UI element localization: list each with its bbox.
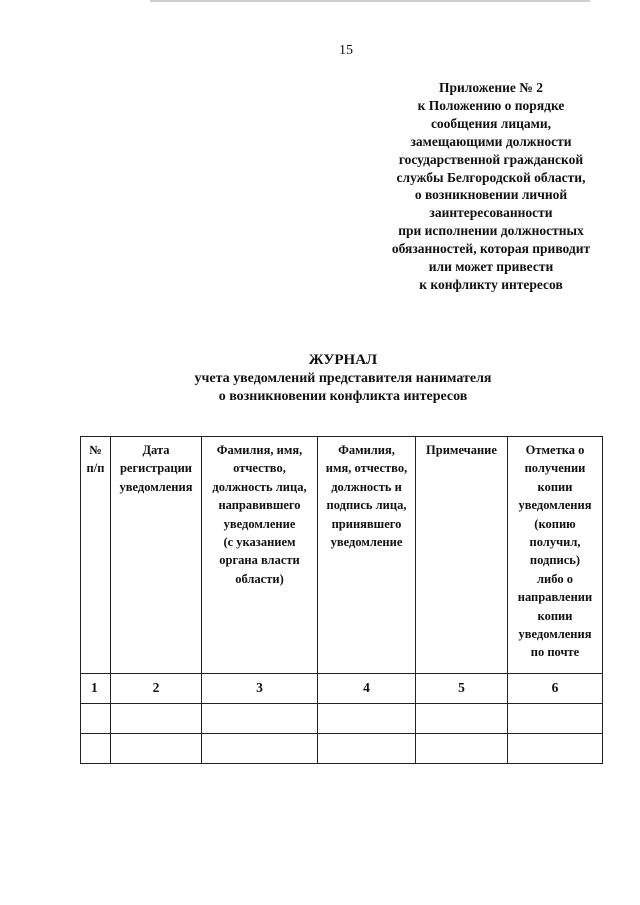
appendix-line: к конфликту интересов <box>419 276 563 292</box>
header-text: должность и <box>331 479 402 494</box>
header-text: уведомление <box>223 516 296 531</box>
journal-subtitle-line: о возникновении конфликта интересов <box>218 389 468 404</box>
header-number <box>81 437 111 674</box>
table-cell[interactable] <box>318 734 416 764</box>
header-receiver <box>318 437 416 674</box>
header-text: п/п <box>86 461 105 476</box>
header-text: получении <box>524 461 586 476</box>
header-text: органа власти <box>219 553 300 568</box>
header-text: по почте <box>530 645 580 660</box>
header-note <box>416 437 508 674</box>
header-text: должность лица, <box>212 479 307 494</box>
header-text: № <box>89 443 102 457</box>
table-cell[interactable] <box>508 704 603 734</box>
appendix-line: обязанностей, которая приводит <box>391 241 591 257</box>
header-text: направлении <box>517 590 593 605</box>
header-text: подпись лица, <box>326 498 407 513</box>
column-number: 5 <box>416 674 508 704</box>
header-text: Дата <box>142 443 170 457</box>
header-copy-mark <box>508 437 603 674</box>
header-text: уведомления <box>518 498 592 513</box>
column-number: 3 <box>202 674 318 704</box>
appendix-line: при исполнении должностных <box>398 223 584 239</box>
appendix-line: или может привести <box>428 259 554 275</box>
table-cell[interactable] <box>202 734 318 764</box>
column-number-row <box>81 674 603 704</box>
header-text: получил, <box>529 535 581 550</box>
header-sender <box>202 437 318 674</box>
header-text: Фамилия, <box>338 443 395 457</box>
table-cell[interactable] <box>202 704 318 734</box>
header-text: области) <box>235 571 284 586</box>
appendix-line: к Положению о порядке <box>417 97 565 113</box>
table-cell[interactable] <box>81 734 111 764</box>
scan-edge-artifact <box>150 0 590 2</box>
column-number: 1 <box>81 674 111 704</box>
register-table <box>80 436 603 764</box>
table-cell[interactable] <box>111 704 202 734</box>
journal-subtitle-line: учета уведомлений представителя нанимателя <box>194 371 492 386</box>
header-text: (копию <box>534 516 576 531</box>
header-text: уведомление <box>330 535 403 550</box>
column-number: 4 <box>318 674 416 704</box>
table-cell[interactable] <box>508 734 603 764</box>
appendix-line: замещающими должности <box>410 133 572 149</box>
table-cell[interactable] <box>416 704 508 734</box>
header-text: имя, отчество, <box>325 461 408 476</box>
header-text: Отметка о <box>525 443 585 457</box>
header-text: направившего <box>218 498 301 513</box>
header-text: либо о <box>537 571 573 586</box>
header-text: регистрации <box>119 461 193 476</box>
header-text: Примечание <box>426 443 497 457</box>
column-number: 6 <box>508 674 603 704</box>
table-cell[interactable] <box>81 704 111 734</box>
header-text: отчество, <box>233 461 286 476</box>
header-text: (с указанием <box>223 535 296 550</box>
table-row <box>81 734 603 764</box>
table-row <box>81 704 603 734</box>
page-number: 15 <box>339 43 353 58</box>
header-text: уведомления <box>119 479 193 494</box>
appendix-line: службы Белгородской области, <box>396 169 586 185</box>
table-cell[interactable] <box>318 704 416 734</box>
header-text: копии <box>537 479 573 494</box>
header-text: Фамилия, имя, <box>216 443 303 457</box>
appendix-line: Приложение № 2 <box>439 80 543 95</box>
appendix-line: о возникновении личной <box>414 187 568 203</box>
journal-title: ЖУРНАЛ <box>308 352 378 368</box>
journal-heading <box>0 351 640 406</box>
appendix-line: заинтересованности <box>429 205 553 221</box>
header-text: копии <box>537 608 573 623</box>
table-cell[interactable] <box>111 734 202 764</box>
column-number: 2 <box>111 674 202 704</box>
table-cell[interactable] <box>416 734 508 764</box>
appendix-header <box>372 79 610 294</box>
table-header-row <box>81 437 603 674</box>
header-text: подпись) <box>529 553 581 568</box>
header-text: уведомления <box>518 627 592 642</box>
appendix-line: сообщения лицами, <box>430 115 552 131</box>
header-registration-date <box>111 437 202 674</box>
appendix-line: государственной гражданской <box>398 151 584 167</box>
header-text: принявшего <box>331 516 402 531</box>
